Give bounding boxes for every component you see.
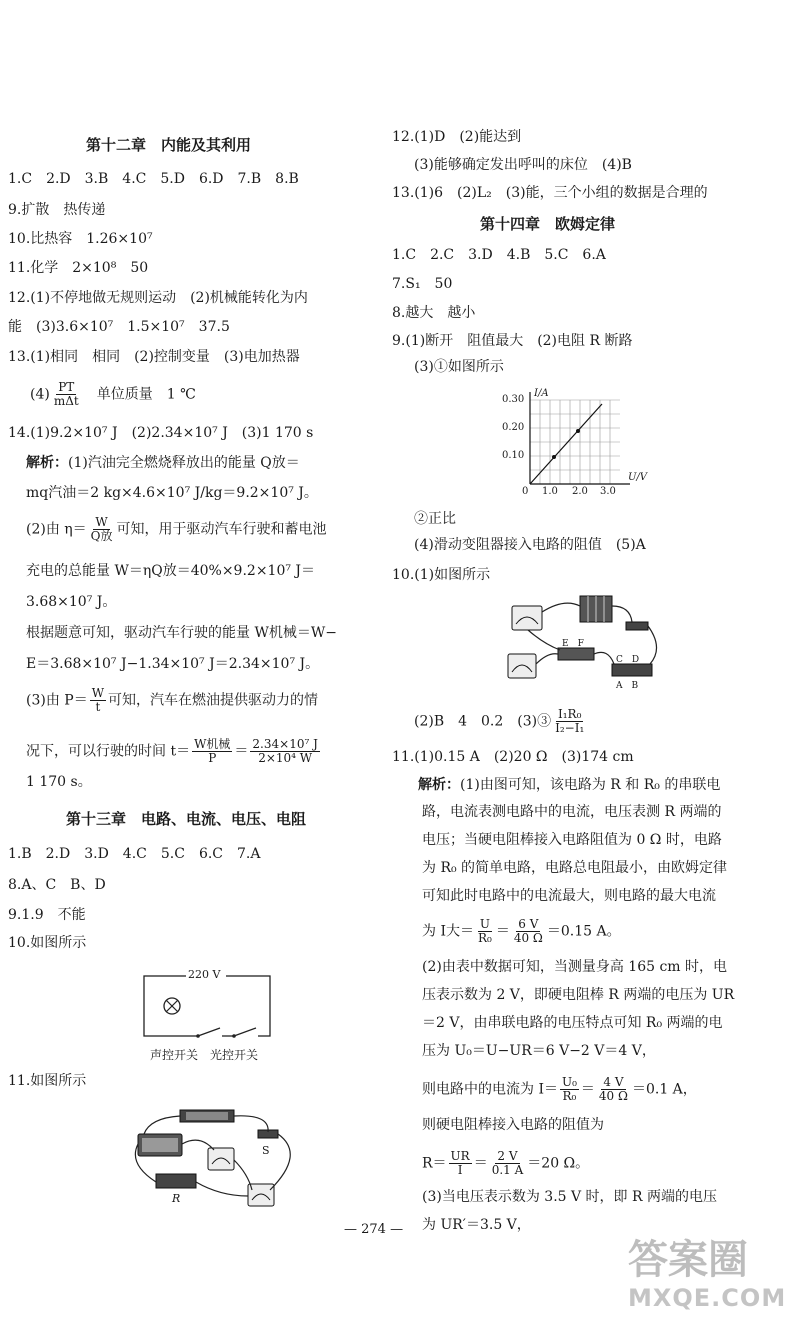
- watermark-url: MXQE.COM: [628, 1284, 787, 1312]
- ch13-answer-line: 11.如图所示: [8, 1073, 87, 1089]
- fraction-denominator: R₀: [477, 931, 492, 945]
- fraction: [512, 918, 545, 945]
- text-part: R＝: [422, 1155, 447, 1172]
- text-part: (2)由 η＝: [26, 521, 87, 538]
- ch13-answer-line: 1.B 2.D 3.D 4.C 5.C 6.C 7.A: [8, 846, 261, 862]
- fraction: [476, 918, 494, 945]
- ch14-answer-line: 9.(1)断开 阻值最大 (2)电阻 R 断路: [392, 333, 633, 349]
- fraction-numerator: 2 V: [497, 1149, 518, 1163]
- text-part: (2)B 4 0.2 (3)③: [414, 713, 552, 730]
- q14-explanation-line: 1 170 s。: [26, 774, 92, 790]
- y-axis-label: I/A: [534, 388, 549, 399]
- q11-explanation-line: 为 R₀ 的简单电路，电路总电阻最小，由欧姆定律: [422, 860, 728, 876]
- text-part: 况下，可以行驶的时间 t＝: [26, 743, 191, 760]
- fraction-denominator: R₀: [562, 1089, 577, 1103]
- fraction-denominator: I₂−I₁: [555, 721, 585, 735]
- fraction-denominator: 0.1 A: [491, 1163, 524, 1177]
- q11-explanation-line: 路，电流表测电路中的电流，电压表测 R 两端的: [422, 804, 722, 820]
- fraction-numerator: W: [91, 686, 105, 700]
- fraction-numerator: U₀: [561, 1075, 577, 1089]
- fraction: [490, 1150, 526, 1177]
- q11-explanation-line: 压为 U₀＝U−UR＝6 V−2 V＝4 V，: [422, 1043, 656, 1059]
- text-part: ＝0.15 A。: [546, 923, 621, 940]
- fraction-denominator: I: [457, 1163, 463, 1177]
- text-part: 可知，汽车在燃油提供驱动力的情: [108, 692, 319, 709]
- fraction-numerator: W机械: [194, 737, 231, 751]
- explanation-text: (1)由图可知，该电路为 R 和 R₀ 的串联电: [460, 777, 721, 793]
- ch12-answer-line: 9.扩散 热传递: [8, 202, 106, 218]
- ch14-answer-line: 8.越大 越小: [392, 305, 476, 321]
- apparatus-drawing: [504, 592, 664, 696]
- ch14-answer-line: (3)①如图所示: [414, 359, 504, 375]
- ch13-answer-line: 8.A、C B、D: [8, 877, 106, 893]
- fraction-denominator: P: [208, 751, 217, 765]
- y-tick: 0.30: [502, 394, 525, 405]
- q11-explanation-line: 为 UR′＝3.5 V，: [422, 1217, 531, 1233]
- resistor-label: R: [172, 1192, 181, 1205]
- q11-answer: 11.(1)0.15 A (2)20 Ω (3)174 cm: [392, 749, 634, 765]
- q12-answer-line: 12.(1)D (2)能达到: [392, 129, 522, 145]
- q14-explanation-line: mq汽油＝2 kg×4.6×10⁷ J/kg＝9.2×10⁷ J。: [26, 485, 318, 501]
- ch12-answer-line: 11.化学 2×10⁸ 50: [8, 260, 149, 276]
- page-number: — 274 —: [344, 1222, 404, 1237]
- q14-explanation-line: [26, 516, 327, 543]
- equals: ＝: [234, 743, 249, 760]
- fraction: [560, 1076, 579, 1103]
- explanation-label: 解析：: [418, 777, 460, 793]
- fraction: [52, 381, 81, 408]
- q13-part4: [30, 381, 196, 408]
- iu-graph: [502, 388, 652, 504]
- q11-explanation-line: [418, 776, 720, 794]
- ch14-answer-line: 7.S₁ 50: [392, 276, 453, 292]
- equals: ＝: [580, 1081, 595, 1098]
- q11-explanation-line: 压表示数为 2 V，即硬电阻棒 R 两端的电压为 UR: [422, 987, 735, 1003]
- ch12-answer-line: 12.(1)不停地做无规则运动 (2)机械能转化为内: [8, 290, 308, 306]
- fraction: [597, 1076, 630, 1103]
- q13-part4-suffix: 单位质量 1 ℃: [82, 386, 196, 403]
- text-part: 为 I大＝: [422, 923, 474, 940]
- fraction-numerator: 4 V: [603, 1075, 624, 1089]
- ch13-answer-line: 10.如图所示: [8, 935, 87, 951]
- ch12-answer-line: 13.(1)相同 相同 (2)控制变量 (3)电加热器: [8, 349, 300, 365]
- ch13-answer-line: 9.1.9 不能: [8, 907, 86, 923]
- switch-caption: 声控开关 光控开关: [150, 1048, 259, 1062]
- chapter-12-title: 第十二章 内能及其利用: [86, 136, 252, 154]
- q11-explanation-line: [422, 1150, 589, 1177]
- x-tick: 3.0: [600, 486, 616, 497]
- x-axis-label: U/V: [628, 472, 648, 483]
- q11-explanation-line: (2)由表中数据可知，当测量身高 165 cm 时，电: [422, 959, 728, 975]
- text-part: 可知，用于驱动汽车行驶和蓄电池: [116, 521, 327, 538]
- fraction: [449, 1150, 472, 1177]
- text-part: 则电路中的电流为 I＝: [422, 1081, 558, 1098]
- y-tick: 0.20: [502, 422, 525, 433]
- physical-circuit-figure: [130, 1104, 310, 1208]
- experiment-apparatus-figure: [504, 592, 664, 696]
- explanation-text: (1)汽油完全燃烧释放出的能量 Q放＝: [68, 455, 300, 471]
- fraction-numerator: UR: [450, 1149, 470, 1163]
- fraction-numerator: 6 V: [518, 917, 539, 931]
- terminal-labels: E F: [562, 639, 584, 649]
- explanation-label: 解析：: [26, 455, 68, 471]
- fraction: [192, 738, 232, 765]
- q11-explanation-line: [422, 1076, 697, 1103]
- x-tick: 2.0: [572, 486, 588, 497]
- ch12-answer-line: 能 (3)3.6×10⁷ 1.5×10⁷ 37.5: [8, 319, 230, 335]
- fraction-denominator: 2×10⁴ W: [258, 751, 313, 765]
- q11-explanation-line: 电压；当硬电阻棒接入电路阻值为 0 Ω 时，电路: [422, 832, 722, 848]
- fraction-denominator: 40 Ω: [513, 931, 543, 945]
- fraction-denominator: 40 Ω: [598, 1089, 628, 1103]
- fraction-denominator: Q放: [90, 529, 113, 543]
- terminal-labels: C D: [616, 655, 640, 665]
- ch14-answer-line: 10.(1)如图所示: [392, 567, 491, 583]
- chapter-14-title: 第十四章 欧姆定律: [480, 215, 616, 233]
- q14-explanation-line: [26, 738, 322, 765]
- text-part: (3)由 P＝: [26, 692, 88, 709]
- fraction-numerator: 2.34×10⁷ J: [252, 737, 318, 751]
- switch-label: S: [262, 1144, 270, 1157]
- y-tick: 0.10: [502, 450, 525, 461]
- watermark-logo: 答案圈: [628, 1237, 748, 1283]
- terminal-labels: A B: [616, 681, 639, 691]
- q14-explanation-line: [26, 454, 300, 472]
- fraction-numerator: I₁R₀: [558, 707, 582, 721]
- q12-answer-line: (3)能够确定发出呼叫的床位 (4)B: [414, 157, 632, 173]
- origin-label: 0: [522, 486, 529, 497]
- q14-explanation-line: [26, 687, 318, 714]
- q11-explanation-line: (3)当电压表示数为 3.5 V 时，即 R 两端的电压: [422, 1189, 717, 1205]
- ch14-answer-line: 1.C 2.C 3.D 4.B 5.C 6.A: [392, 247, 606, 263]
- text-part: ＝0.1 A，: [631, 1081, 697, 1098]
- text-part: ＝20 Ω。: [527, 1155, 590, 1172]
- equals: ＝: [473, 1155, 488, 1172]
- apparatus-drawing: [130, 1104, 310, 1208]
- q14-explanation-line: 3.68×10⁷ J。: [26, 594, 117, 610]
- fraction: [89, 516, 115, 543]
- equals: ＝: [495, 923, 510, 940]
- fraction-numerator: PT: [58, 380, 75, 394]
- ch14-answer-line: ②正比: [414, 511, 456, 527]
- fraction: [250, 738, 319, 765]
- voltage-label: 220 V: [188, 968, 221, 981]
- q11-explanation-line: 则硬电阻棒接入电路的阻值为: [422, 1117, 604, 1133]
- fraction-denominator: t: [95, 700, 101, 714]
- q13-answer-line: 13.(1)6 (2)L₂ (3)能，三个小组的数据是合理的: [392, 185, 708, 201]
- fraction: [553, 708, 586, 735]
- fraction-numerator: W: [95, 515, 108, 529]
- q14-explanation-line: 充电的总能量 W＝ηQ放＝40%×9.2×10⁷ J＝: [26, 563, 316, 579]
- q11-explanation-line: 可知此时电路中的电流最大，则电路的最大电流: [422, 888, 716, 904]
- q11-explanation-line: ＝2 V，由串联电路的电压特点可知 R₀ 两端的电: [422, 1015, 723, 1031]
- q14-answer: 14.(1)9.2×10⁷ J (2)2.34×10⁷ J (3)1 170 s: [8, 425, 314, 441]
- chapter-13-title: 第十三章 电路、电流、电压、电阻: [66, 810, 307, 828]
- q14-explanation-line: E＝3.68×10⁷ J−1.34×10⁷ J＝2.34×10⁷ J。: [26, 656, 320, 672]
- fraction: [90, 687, 106, 714]
- fraction-denominator: mΔt: [53, 394, 79, 408]
- q14-explanation-line: 根据题意可知，驱动汽车行驶的能量 W机械＝W−: [26, 625, 337, 641]
- lamp-circuit-figure: [138, 966, 278, 1062]
- fraction-numerator: U: [479, 917, 490, 931]
- ch12-answer-line: 10.比热容 1.26×10⁷: [8, 231, 153, 247]
- q13-part4-prefix: (4): [30, 386, 50, 403]
- ch14-answer-line: (4)滑动变阻器接入电路的阻值 (5)A: [414, 537, 646, 553]
- x-tick: 1.0: [542, 486, 558, 497]
- q10-answer-line: [414, 708, 588, 735]
- ch12-answer-line: 1.C 2.D 3.B 4.C 5.D 6.D 7.B 8.B: [8, 171, 299, 187]
- q11-explanation-line: [422, 918, 621, 945]
